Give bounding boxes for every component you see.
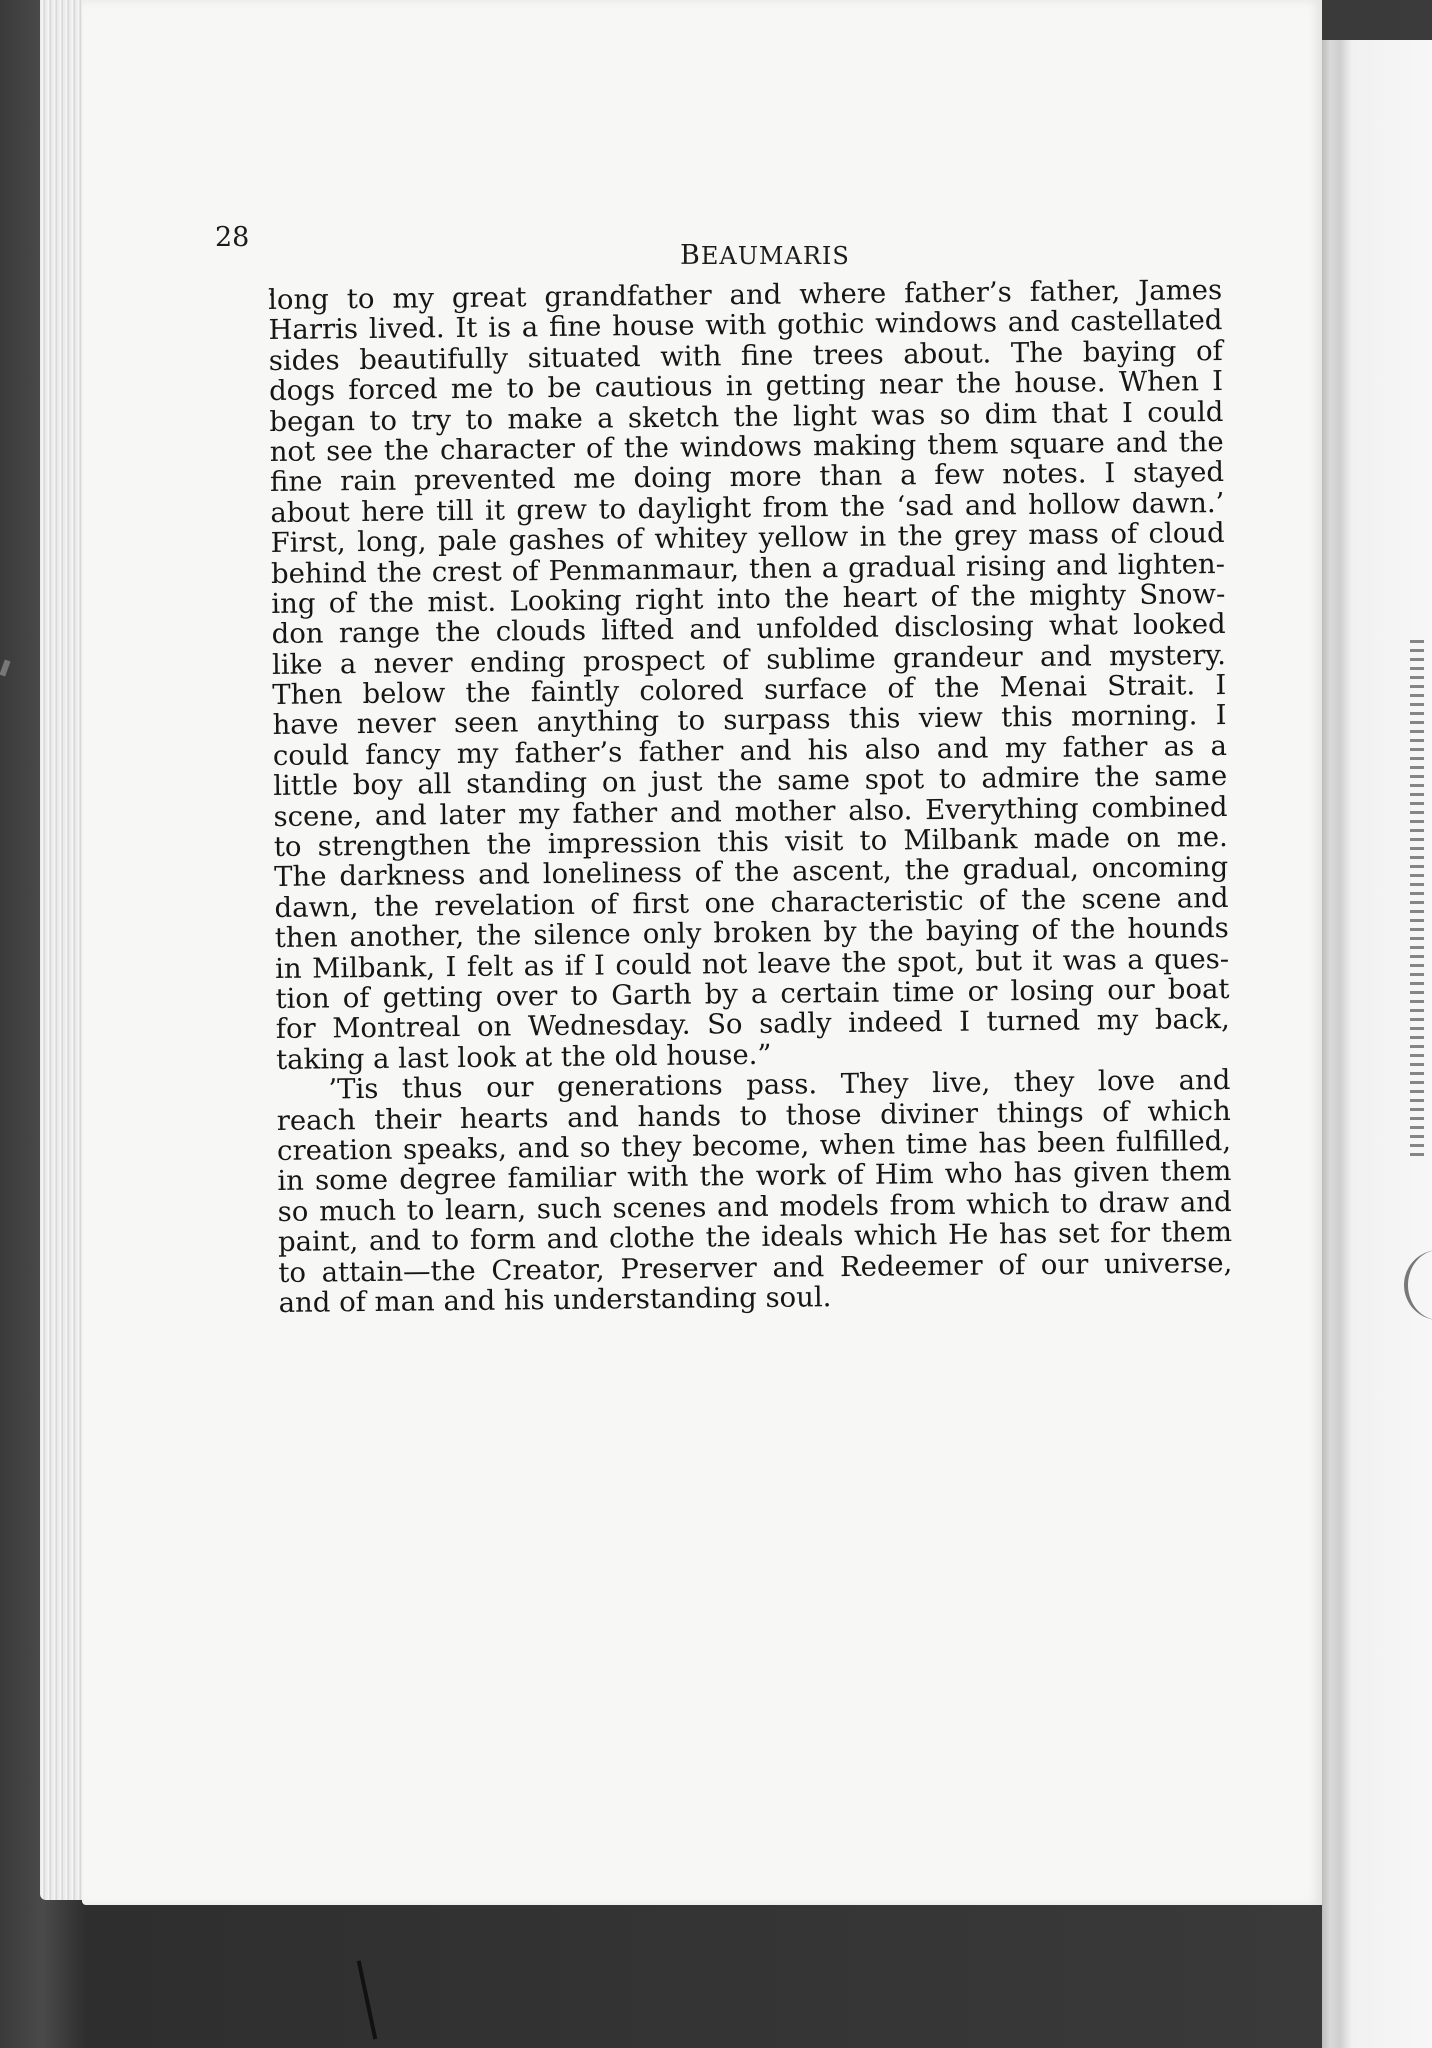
text-line: behind the crest of Penmanmaur, then a gradual rising and lighten- [270,547,1226,590]
body-text [268,275,1233,1318]
text-line: could fancy my father’s father and his also and my father as a [272,729,1228,772]
text-line: fine rain prevented me doing more than a few notes. I stayed [269,456,1225,499]
text-line: long to my great grandfather and where father’s father, James [267,274,1223,316]
text-line: paint, and to form and clothe the ideals which He has set for them [277,1216,1233,1259]
text-line: to attain—the Creator, Preserver and Redeemer of our universe, [278,1246,1233,1289]
text-line: taking a last look at the old house.” [275,1038,772,1076]
text-line: ’Tis thus our generations pass. They live, they love and [328,1064,1231,1106]
text-line: little boy all standing on just the same spot to admire the same [273,760,1228,803]
paragraph-1 [268,275,1230,1075]
text-line: The darkness and loneliness of the ascent, the gradual, oncoming [274,851,1229,894]
paragraph-2 [276,1065,1232,1318]
text-line: Then below the faintly colored surface of the Menai Strait. I [272,669,1227,712]
text-line: Harris lived. It is a fine house with gothic windows and castellated [268,304,1223,347]
text-line: in some degree familiar with the work of Him who has given them [277,1155,1232,1198]
text-line: scene, and later my father and mother also. Everything combined [273,790,1228,833]
facing-page [1322,40,1432,2048]
text-line: don range the clouds lifted and unfolded disclosing what looked [271,608,1226,651]
running-head: BEAUMARIS [680,240,850,271]
text-line: to strengthen the impression this visit to Milbank made on me. [273,821,1229,863]
text-line: tion of getting over to Garth by a certain time or losing our boat [275,972,1230,1015]
text-line: in Milbank, I felt as if I could not leave the spot, but it was a ques- [274,942,1230,985]
text-line: then another, the silence only broken by the baying of the hounds [274,912,1229,955]
text-line: for Montreal on Wednesday. So sadly indeed I turned my back, [275,1003,1230,1046]
text-line: like a never ending prospect of sublime grandeur and mystery. [271,638,1227,681]
text-line: First, long, pale gashes of whitey yellow in the grey mass of cloud [270,517,1225,560]
text-line: dogs forced me to be cautious in getting near the house. When I [268,365,1224,408]
text-line: creation speaks, and so they become, when time has been fulfilled, [276,1124,1232,1167]
text-line: ing of the mist. Looking right into the heart of the mighty Snow- [271,577,1226,620]
facing-page-mark [1404,1250,1432,1320]
facing-page-text-edge [1410,640,1424,1160]
text-line: so much to learn, such scenes and models from which to draw and [277,1185,1232,1228]
text-line: not see the character of the windows making them square and the [269,425,1224,468]
text-line: reach their hearts and hands to those diviner things of which [276,1094,1231,1137]
text-line: began to try to make a sketch the light was so dim that I could [269,395,1224,438]
text-line: about here till it grew to daylight from the ‘sad and hollow dawn.’ [270,486,1225,529]
text-line: sides beautifully situated with fine trees about. The baying of [268,334,1223,377]
text-line: dawn, the revelation of first one characteristic of the scene and [274,881,1229,924]
page-number: 28 [215,222,250,253]
text-line: and of man and his understanding soul. [278,1281,832,1319]
text-line: have never seen anything to surpass this view this morning. I [272,699,1227,742]
